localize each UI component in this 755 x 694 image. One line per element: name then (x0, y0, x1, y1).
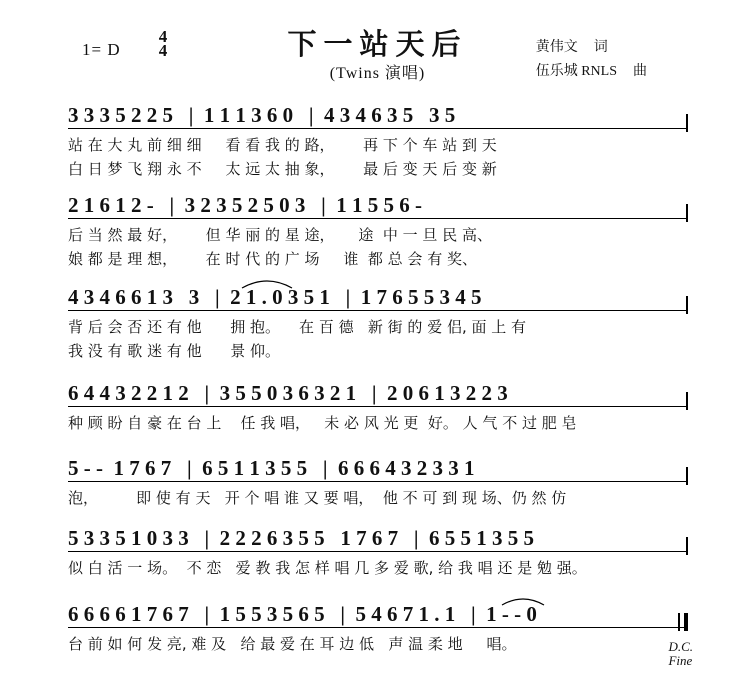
notation-row: 4 3 4 6 6 1 3 3 | 2 1 . 0 3 5 1 | 1 7 6 5 5 3 4 5 (68, 285, 482, 309)
lyric-verse-1: 台 前 如 何 发 亮, 难 及 给 最 爱 在 耳 边 低 声 温 柔 地 唱。 (68, 635, 517, 653)
staff-line (68, 406, 688, 407)
fine-label: Fine (668, 653, 693, 668)
lyric-verse-2: 我 没 有 歌 迷 有 他 景 仰。 (68, 342, 280, 360)
lyric-verse-1: 后 当 然 最 好， 但 华 丽 的 星 途， 途 中 一 旦 民 高、 (68, 226, 492, 244)
staff-line (68, 310, 688, 311)
bar-end (686, 467, 688, 485)
bar-end (686, 537, 688, 555)
bar-end (686, 204, 688, 222)
lyric-verse-1: 站 在 大 丸 前 细 细 看 看 我 的 路， 再 下 个 车 站 到 天 (68, 136, 497, 154)
dc-label: D.C. (668, 639, 693, 654)
composer-role: 曲 (633, 64, 647, 79)
slur-mark (500, 593, 546, 607)
bar-end (686, 296, 688, 314)
notation-row: 3 3 3 5 2 2 5 | 1 1 1 3 6 0 | 4 3 4 6 3 5 3 5 (68, 103, 456, 127)
notation-row: 5 3 3 5 1 0 3 3 | 2 2 2 6 3 5 5 1 7 6 7 | 6 5 5 1 3 5 5 (68, 526, 534, 550)
lyric-verse-1: 背 后 会 否 还 有 他 拥 抱。 在 百 德 新 街 的 爱 侣, 面 上 有 (68, 318, 527, 336)
credits (536, 36, 647, 84)
composer-line (536, 60, 647, 84)
song-title: 下一站天后 (287, 27, 468, 61)
time-signature-denominator: 4 (158, 41, 168, 60)
notation-row: 2 1 6 1 2 - | 3 2 3 5 2 5 0 3 | 1 1 5 5 6 - (68, 193, 422, 217)
notation-row: 6 6 6 6 1 7 6 7 | 1 5 5 3 5 6 5 | 5 4 6 7 1 . 1 | 1 - - 0 (68, 602, 537, 626)
notation-row: 5 - - 1 7 6 7 | 6 5 1 1 3 5 5 | 6 6 6 4 3 2 3 3 1 (68, 456, 475, 480)
composer-name: 伍乐城 RNLS (535, 64, 617, 79)
slur-mark (240, 274, 294, 290)
lyric-verse-1: 种 顾 盼 自 豪 在 台 上 任 我 唱， 未 必 风 光 更 好。 人 气 不 过 肥 皂 (68, 414, 577, 432)
lyricist-name: 黄伟文 (535, 40, 578, 55)
staff-line (68, 481, 688, 482)
song-subtitle: (Twins 演唱) (329, 65, 426, 82)
lyric-verse-1: 泡， 即 使 有 天 开 个 唱 谁 又 要 唱， 他 不 可 到 现 场、仍 然 仿 (68, 489, 567, 507)
time-signature-numerator: 4 (158, 27, 168, 46)
lyric-verse-2: 娘 都 是 理 想， 在 时 代 的 广 场 谁 都 总 会 有 奖、 (68, 250, 477, 268)
lyric-verse-1: 似 白 活 一 场。 不 恋 爱 教 我 怎 样 唱 几 多 爱 歌, 给 我 唱 还 是 勉 强。 (68, 559, 587, 577)
bar-end (686, 392, 688, 410)
key-signature: 1= D (82, 40, 121, 59)
lyric-verse-2: 白 日 梦 飞 翔 永 不 太 远 太 抽 象， 最 后 变 天 后 变 新 (68, 160, 497, 178)
dc-fine-marking (668, 640, 693, 668)
bar-end (686, 114, 688, 132)
staff-line (68, 128, 688, 129)
staff-line (68, 218, 688, 219)
final-barline (684, 613, 688, 631)
staff-line (68, 627, 688, 628)
lyricist-line (536, 36, 647, 60)
lyricist-role: 词 (593, 40, 608, 55)
final-barline-thin (678, 613, 680, 631)
staff-line (68, 551, 688, 552)
notation-row: 6 4 4 3 2 2 1 2 | 3 5 5 0 3 6 3 2 1 | 2 0 6 1 3 2 2 3 (68, 381, 508, 405)
